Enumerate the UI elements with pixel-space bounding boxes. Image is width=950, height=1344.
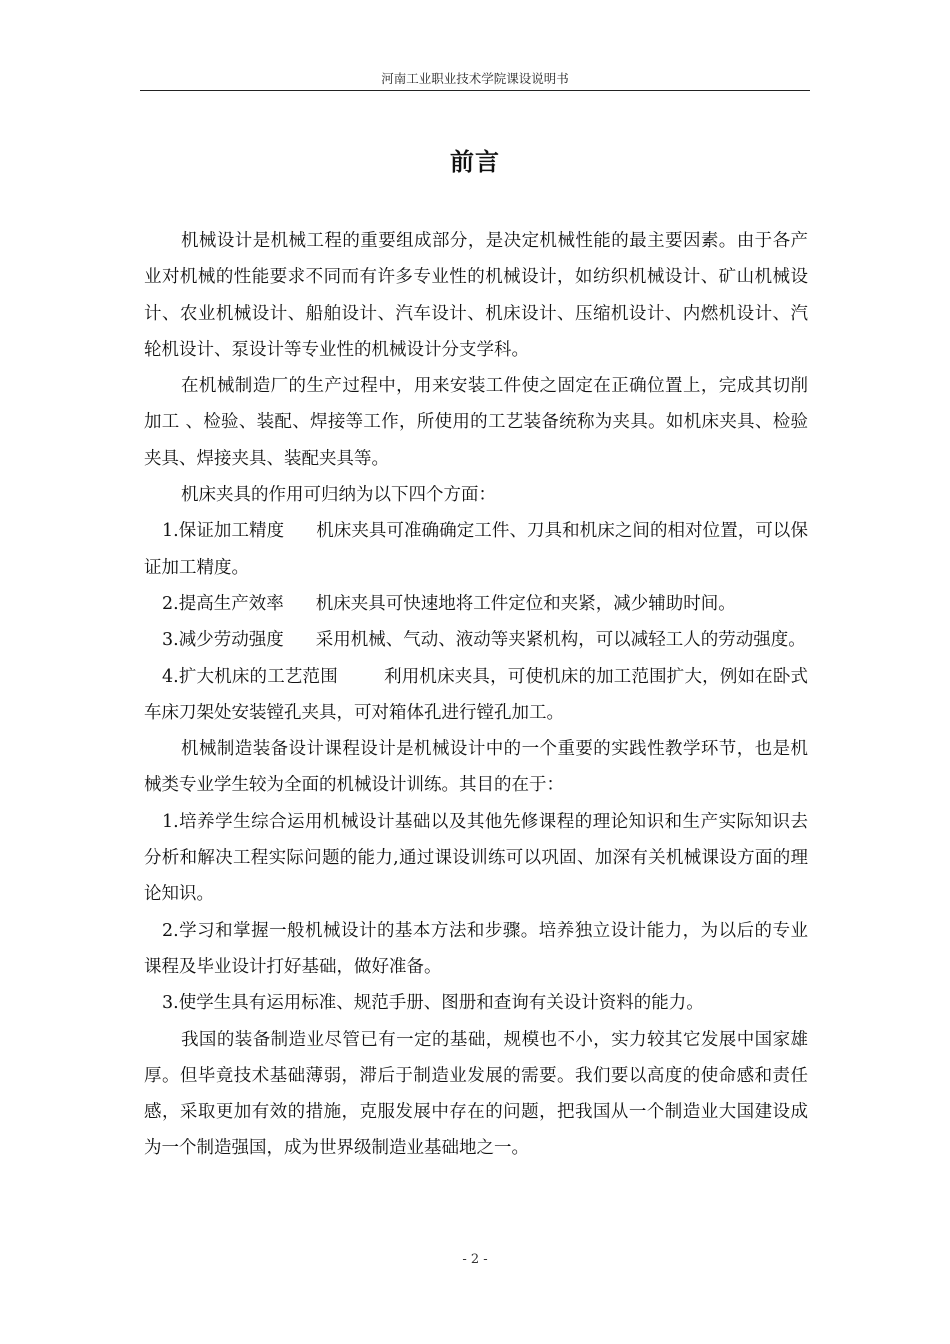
paragraph-industry-outlook: 我国的装备制造业尽管已有一定的基础，规模也不小，实力较其它发展中国家雄厚。但毕竟技术基础薄弱，滞后于制造业发展的需要。我们要以高度的使命感和责任感，采取更加有效的措施，克服发展中存在的问题，把我国从一个制造业大国建设成为一个制造强国，成为世界级制造业基础地之一。 xyxy=(144,1029,808,1159)
goal-item: 3.使学生具有运用标准、规范手册、图册和查询有关设计资料的能力。 xyxy=(162,993,704,1014)
page-header xyxy=(140,70,810,91)
paragraph-mechanical-design: 机械设计是机械工程的重要组成部分，是决定机械性能的最主要因素。由于各产业对机械的性能要求不同而有许多专业性的机械设计，如纺织机械设计、矿山机械设计、农业机械设计、船舶设计、汽车设计、机床设计、压缩机设计、内燃机设计、汽轮机设计、泵设计等专业性的机械设计分支学科。 xyxy=(144,231,808,360)
function-text: 利用机床夹具，可使机床的加工范围扩大，例如在卧式车床刀架处安装镗孔夹具，可对箱体孔进行镗孔加工。 xyxy=(144,666,808,723)
function-item xyxy=(144,622,808,658)
function-text: 机床夹具可准确确定工件、刀具和机床之间的相对位置，可以保证加工精度。 xyxy=(144,521,808,578)
page-number: - 2 - xyxy=(462,1252,488,1267)
function-text: 采用机械、气动、液动等夹紧机构，可以减轻工人的劳动强度。 xyxy=(315,630,806,651)
document-body xyxy=(144,223,808,1167)
function-item xyxy=(144,659,808,732)
goal-item: 2.学习和掌握一般机械设计的基本方法和步骤。培养独立设计能力，为以后的专业课程及毕业设计打好基础，做好准备。 xyxy=(144,920,808,977)
goal-item: 1.培养学生综合运用机械设计基础以及其他先修课程的理论知识和生产实际知识去分析和解决工程实际问题的能力,通过课设训练可以巩固、加深有关机械课设方面的理论知识。 xyxy=(144,811,808,905)
function-label: 4.扩大机床的工艺范围 xyxy=(162,666,338,687)
paragraph-fixture-functions-intro: 机床夹具的作用可归纳为以下四个方面： xyxy=(181,485,496,506)
function-text: 机床夹具可快速地将工件定位和夹紧，减少辅助时间。 xyxy=(315,593,736,614)
function-label: 3.减少劳动强度 xyxy=(162,630,284,651)
function-item xyxy=(144,513,808,586)
paragraph-fixture-definition: 在机械制造厂的生产过程中，用来安装工件使之固定在正确位置上，完成其切削加工 、检验、装配、焊接等工作，所使用的工艺装备统称为夹具。如机床夹具、检验夹具、焊接夹具、装配夹具等。 xyxy=(144,376,808,469)
function-label: 2.提高生产效率 xyxy=(162,593,284,614)
function-label: 1.保证加工精度 xyxy=(162,521,285,542)
function-item xyxy=(144,586,808,622)
page-title: 前言 xyxy=(450,148,500,176)
header-text: 河南工业职业技术学院课设说明书 xyxy=(381,71,569,86)
paragraph-course-design-intro: 机械制造装备设计课程设计是机械设计中的一个重要的实践性教学环节，也是机械类专业学生较为全面的机械设计训练。其目的在于： xyxy=(144,739,808,796)
